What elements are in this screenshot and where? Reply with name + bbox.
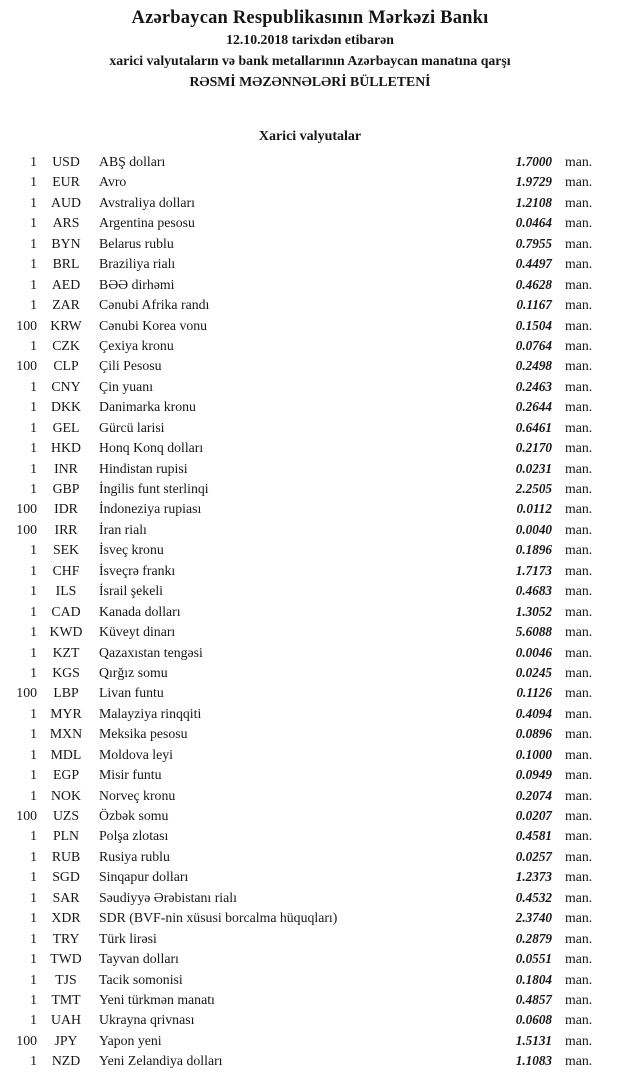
currency-code: TWD <box>50 951 82 967</box>
rate-value: 1.3052 <box>515 603 552 619</box>
currency-name: Meksika pesosu <box>99 726 188 742</box>
nominal-value: 1 <box>30 419 37 435</box>
nominal-value: 1 <box>30 930 37 946</box>
currency-row <box>0 234 605 254</box>
rate-value: 0.4683 <box>515 583 552 599</box>
currency-name: İran rialı <box>99 521 147 537</box>
unit-label: man. <box>565 644 593 660</box>
unit-label: man. <box>565 399 593 415</box>
nominal-value: 1 <box>30 644 37 660</box>
unit-label: man. <box>565 746 593 762</box>
rate-value: 0.4581 <box>515 828 552 844</box>
currency-code: TJS <box>55 971 77 987</box>
currency-code: MDL <box>50 746 82 762</box>
currency-code: NOK <box>51 787 81 803</box>
unit-label: man. <box>565 154 593 169</box>
currency-code: SEK <box>52 542 80 558</box>
currency-code: ZAR <box>52 297 80 313</box>
currency-name: ABŞ dolları <box>99 154 166 169</box>
currency-row <box>0 581 605 601</box>
rate-value: 1.2108 <box>515 194 552 210</box>
rate-value: 0.1167 <box>516 297 552 313</box>
rate-value: 0.4094 <box>515 705 552 721</box>
nominal-value: 1 <box>30 562 37 578</box>
currency-code: IRR <box>54 521 78 537</box>
currency-row <box>0 765 605 785</box>
unit-label: man. <box>565 481 593 496</box>
unit-label: man. <box>565 378 593 394</box>
currency-row <box>0 745 605 765</box>
unit-label: man. <box>565 174 593 190</box>
currency-code: KGS <box>52 664 80 680</box>
unit-label: man. <box>565 358 593 374</box>
currency-row <box>0 724 605 744</box>
currency-row <box>0 663 605 683</box>
currency-row <box>0 602 605 622</box>
unit-label: man. <box>565 869 593 885</box>
currency-code: AED <box>51 276 81 292</box>
rate-value: 0.0551 <box>515 951 552 967</box>
currency-row <box>0 397 605 417</box>
rate-value: 0.6461 <box>515 419 552 435</box>
currency-row <box>0 622 605 642</box>
section-title-foreign-currencies: Xarici valyutalar <box>258 129 362 144</box>
currency-code: LBP <box>53 685 79 701</box>
currency-code: USD <box>52 154 80 169</box>
currency-row <box>0 336 605 356</box>
unit-label: man. <box>565 624 593 640</box>
unit-label: man. <box>565 297 593 313</box>
currency-code: KWD <box>49 624 83 640</box>
currency-row <box>0 786 605 806</box>
unit-label: man. <box>565 521 593 537</box>
currency-name: Belarus rublu <box>99 235 174 251</box>
currency-code: UAH <box>51 1012 81 1028</box>
nominal-value: 100 <box>16 685 37 701</box>
currency-code: HKD <box>51 440 81 456</box>
currency-name: Avstraliya dolları <box>99 194 195 210</box>
unit-label: man. <box>565 726 593 742</box>
unit-label: man. <box>565 460 593 476</box>
currency-name: Çili Pesosu <box>99 358 162 374</box>
rate-value: 0.0207 <box>515 808 552 823</box>
currency-code: CHF <box>52 562 80 578</box>
currency-row <box>0 172 605 192</box>
currency-name: Çexiya kronu <box>99 337 174 353</box>
currency-code: KZT <box>52 644 80 660</box>
rate-value: 0.1804 <box>515 971 552 987</box>
nominal-value: 1 <box>30 215 37 231</box>
currency-name: Özbək somu <box>99 808 169 823</box>
unit-label: man. <box>565 910 593 926</box>
unit-label: man. <box>565 889 593 905</box>
nominal-value: 1 <box>30 174 37 190</box>
rate-value: 0.1000 <box>515 746 552 762</box>
currency-row <box>0 295 605 315</box>
currency-code: IDR <box>54 501 78 517</box>
currency-row <box>0 254 605 274</box>
rate-value: 1.9729 <box>515 174 552 190</box>
currency-row <box>0 377 605 397</box>
nominal-value: 1 <box>30 542 37 558</box>
nominal-value: 100 <box>16 521 37 537</box>
currency-code: UZS <box>52 808 80 823</box>
unit-label: man. <box>565 256 593 272</box>
currency-row <box>0 908 605 928</box>
currency-code: NZD <box>51 1053 81 1069</box>
currency-row <box>0 929 605 949</box>
nominal-value: 1 <box>30 848 37 864</box>
currency-name: Tayvan dolları <box>99 951 179 967</box>
nominal-value: 1 <box>30 787 37 803</box>
currency-row <box>0 540 605 560</box>
currency-row <box>0 826 605 846</box>
currency-code: CNY <box>51 378 81 394</box>
nominal-value: 1 <box>30 154 37 169</box>
nominal-value: 1 <box>30 889 37 905</box>
currency-row <box>0 561 605 581</box>
currency-name: Ukrayna qrivnası <box>99 1012 195 1028</box>
currency-row <box>0 459 605 479</box>
nominal-value: 1 <box>30 256 37 272</box>
nominal-value: 1 <box>30 910 37 926</box>
unit-label: man. <box>565 971 593 987</box>
currency-code: GBP <box>52 481 80 496</box>
rate-value: 0.1504 <box>515 317 552 333</box>
currency-name: Yapon yeni <box>99 1032 162 1048</box>
currency-row <box>0 356 605 376</box>
currency-name: Argentina pesosu <box>99 215 195 231</box>
currency-name: İsveçrə frankı <box>99 562 176 578</box>
currency-code: CAD <box>51 603 81 619</box>
currency-code: EGP <box>52 767 80 783</box>
bulletin-title: RƏSMİ MƏZƏNNƏLƏRİ BÜLLETENİ <box>189 74 431 89</box>
currency-row <box>0 888 605 908</box>
nominal-value: 1 <box>30 951 37 967</box>
nominal-value: 1 <box>30 991 37 1007</box>
nominal-value: 1 <box>30 624 37 640</box>
rate-value: 0.0464 <box>515 215 552 231</box>
subject-line: xarici valyutaların və bank metallarının Azərbaycan manatına qarşı <box>109 53 511 68</box>
currency-code: TMT <box>51 991 81 1007</box>
unit-label: man. <box>565 562 593 578</box>
nominal-value: 1 <box>30 1053 37 1069</box>
rate-value: 0.2498 <box>515 358 552 374</box>
unit-label: man. <box>565 1032 593 1048</box>
nominal-value: 1 <box>30 1012 37 1028</box>
nominal-value: 1 <box>30 276 37 292</box>
currency-row <box>0 1031 605 1051</box>
nominal-value: 1 <box>30 337 37 353</box>
rate-value: 2.2505 <box>515 481 552 496</box>
currency-name: İndoneziya rupiası <box>99 501 202 517</box>
rate-value: 0.2463 <box>515 378 552 394</box>
currency-row <box>0 520 605 540</box>
currency-code: GEL <box>52 419 80 435</box>
currency-name: Polşa zlotası <box>99 828 169 844</box>
nominal-value: 1 <box>30 297 37 313</box>
bank-name-title: Azərbaycan Respublikasının Mərkəzi Bankı <box>131 8 489 28</box>
rate-value: 1.5131 <box>515 1032 552 1048</box>
unit-label: man. <box>565 1012 593 1028</box>
rate-value: 0.2074 <box>515 787 552 803</box>
currency-row <box>0 1051 605 1071</box>
unit-label: man. <box>565 685 593 701</box>
nominal-value: 1 <box>30 399 37 415</box>
nominal-value: 100 <box>16 501 37 517</box>
rate-value: 0.4628 <box>515 276 552 292</box>
nominal-value: 1 <box>30 583 37 599</box>
currency-code: DKK <box>51 399 81 415</box>
currency-name: Livan funtu <box>99 685 164 701</box>
unit-label: man. <box>565 767 593 783</box>
currency-name: SDR (BVF-nin xüsusi borcalma hüquqları) <box>99 910 338 926</box>
currency-code: CLP <box>53 358 79 374</box>
currency-row <box>0 152 605 172</box>
currency-name: İngilis funt sterlinqi <box>99 481 209 496</box>
currency-row <box>0 213 605 233</box>
unit-label: man. <box>565 337 593 353</box>
currency-row <box>0 643 605 663</box>
currency-code: TRY <box>52 930 80 946</box>
currency-row <box>0 683 605 703</box>
currency-row <box>0 193 605 213</box>
rate-value: 0.1896 <box>515 542 552 558</box>
currency-name: Sinqapur dolları <box>99 869 189 885</box>
nominal-value: 1 <box>30 603 37 619</box>
currency-row <box>0 990 605 1010</box>
currency-row <box>0 1010 605 1030</box>
currency-row <box>0 418 605 438</box>
currency-name: Cənubi Korea vonu <box>99 317 208 333</box>
rate-value: 0.0046 <box>515 644 552 660</box>
currency-row <box>0 970 605 990</box>
unit-label: man. <box>565 419 593 435</box>
currency-name: Türk lirəsi <box>99 930 157 946</box>
currency-name: BƏƏ dirhəmi <box>99 276 175 292</box>
currency-code: XDR <box>51 910 81 926</box>
currency-name: Qırğız somu <box>99 664 168 680</box>
currency-row <box>0 479 605 499</box>
unit-label: man. <box>565 705 593 721</box>
currency-code: BYN <box>51 235 81 251</box>
currency-code: ARS <box>52 215 80 231</box>
rate-value: 0.2644 <box>515 399 552 415</box>
rate-value: 0.0896 <box>515 726 552 742</box>
rate-value: 1.2373 <box>515 869 552 885</box>
currency-row <box>0 438 605 458</box>
rate-value: 0.0764 <box>515 337 552 353</box>
currency-name: Avro <box>99 174 127 190</box>
nominal-value: 1 <box>30 971 37 987</box>
unit-label: man. <box>565 317 593 333</box>
nominal-value: 100 <box>16 358 37 374</box>
unit-label: man. <box>565 194 593 210</box>
currency-name: Hindistan rupisi <box>99 460 188 476</box>
currency-name: İsveç kronu <box>99 542 164 558</box>
nominal-value: 1 <box>30 726 37 742</box>
unit-label: man. <box>565 787 593 803</box>
unit-label: man. <box>565 828 593 844</box>
rate-value: 0.2170 <box>515 440 552 456</box>
effective-date-line: 12.10.2018 tarixdən etibarən <box>226 32 394 47</box>
unit-label: man. <box>565 583 593 599</box>
rate-value: 1.7000 <box>515 154 552 169</box>
rate-value: 0.0040 <box>515 521 552 537</box>
nominal-value: 1 <box>30 235 37 251</box>
currency-code: SAR <box>52 889 80 905</box>
unit-label: man. <box>565 215 593 231</box>
currency-name: Yeni türkmən manatı <box>99 991 215 1007</box>
currency-name: Rusiya rublu <box>99 848 170 864</box>
unit-label: man. <box>565 235 593 251</box>
unit-label: man. <box>565 848 593 864</box>
currency-name: Honq Konq dolları <box>99 440 204 456</box>
rate-value: 0.0112 <box>516 501 552 517</box>
unit-label: man. <box>565 501 593 517</box>
currency-row <box>0 847 605 867</box>
currency-code: RUB <box>51 848 81 864</box>
currency-name: Səudiyyə Ərəbistanı rialı <box>99 889 237 905</box>
rate-value: 2.3740 <box>515 910 552 926</box>
exchange-rates-table <box>0 152 620 1072</box>
currency-name: Malayziya rinqqiti <box>99 705 202 721</box>
rate-value: 5.6088 <box>515 624 552 640</box>
currency-code: ILS <box>55 583 77 599</box>
nominal-value: 100 <box>16 808 37 823</box>
nominal-value: 100 <box>16 317 37 333</box>
currency-row <box>0 316 605 336</box>
currency-name: Misir funtu <box>99 767 162 783</box>
currency-name: Gürcü larisi <box>99 419 165 435</box>
currency-name: Yeni Zelandiya dolları <box>99 1053 223 1069</box>
rate-value: 0.4497 <box>515 256 552 272</box>
currency-code: CZK <box>52 337 80 353</box>
currency-name: Danimarka kronu <box>99 399 196 415</box>
currency-code: INR <box>54 460 78 476</box>
currency-code: AUD <box>51 194 81 210</box>
nominal-value: 1 <box>30 869 37 885</box>
rate-value: 0.0257 <box>515 848 552 864</box>
currency-row <box>0 867 605 887</box>
nominal-value: 1 <box>30 705 37 721</box>
nominal-value: 1 <box>30 194 37 210</box>
currency-name: Qazaxıstan tengəsi <box>99 644 203 660</box>
rate-value: 0.2879 <box>515 930 552 946</box>
currency-row <box>0 949 605 969</box>
unit-label: man. <box>565 664 593 680</box>
rate-value: 1.7173 <box>515 562 552 578</box>
unit-label: man. <box>565 991 593 1007</box>
unit-label: man. <box>565 542 593 558</box>
currency-row <box>0 704 605 724</box>
currency-name: Tacik somonisi <box>99 971 183 987</box>
currency-code: MYR <box>50 705 82 721</box>
currency-name: Cənubi Afrika randı <box>99 297 210 313</box>
unit-label: man. <box>565 603 593 619</box>
unit-label: man. <box>565 276 593 292</box>
rate-value: 0.0245 <box>515 664 552 680</box>
currency-row <box>0 806 605 826</box>
currency-name: Norveç kronu <box>99 787 176 803</box>
currency-code: PLN <box>52 828 80 844</box>
unit-label: man. <box>565 930 593 946</box>
nominal-value: 1 <box>30 440 37 456</box>
currency-row <box>0 499 605 519</box>
nominal-value: 1 <box>30 664 37 680</box>
currency-name: Braziliya rialı <box>99 256 176 272</box>
rate-value: 0.0231 <box>515 460 552 476</box>
currency-code: EUR <box>52 174 80 190</box>
rate-value: 0.4532 <box>515 889 552 905</box>
nominal-value: 1 <box>30 828 37 844</box>
nominal-value: 100 <box>16 1032 37 1048</box>
nominal-value: 1 <box>30 378 37 394</box>
nominal-value: 1 <box>30 767 37 783</box>
unit-label: man. <box>565 1053 593 1069</box>
nominal-value: 1 <box>30 746 37 762</box>
nominal-value: 1 <box>30 460 37 476</box>
currency-name: Küveyt dinarı <box>99 624 176 640</box>
rate-value: 0.0949 <box>515 767 552 783</box>
currency-code: SGD <box>52 869 80 885</box>
currency-code: JPY <box>54 1032 78 1048</box>
currency-name: Kanada dolları <box>99 603 181 619</box>
unit-label: man. <box>565 951 593 967</box>
rate-value: 0.4857 <box>515 991 552 1007</box>
currency-name: İsrail şekeli <box>99 583 163 599</box>
currency-code: BRL <box>52 256 80 272</box>
rate-value: 0.0608 <box>515 1012 552 1028</box>
currency-row <box>0 275 605 295</box>
currency-code: MXN <box>49 726 83 742</box>
currency-name: Çin yuanı <box>99 378 154 394</box>
rate-value: 0.7955 <box>515 235 552 251</box>
rate-value: 1.1083 <box>515 1053 552 1069</box>
currency-name: Moldova leyi <box>99 746 173 762</box>
unit-label: man. <box>565 440 593 456</box>
rate-value: 0.1126 <box>516 685 552 701</box>
nominal-value: 1 <box>30 481 37 496</box>
currency-code: KRW <box>50 317 82 333</box>
unit-label: man. <box>565 808 593 823</box>
